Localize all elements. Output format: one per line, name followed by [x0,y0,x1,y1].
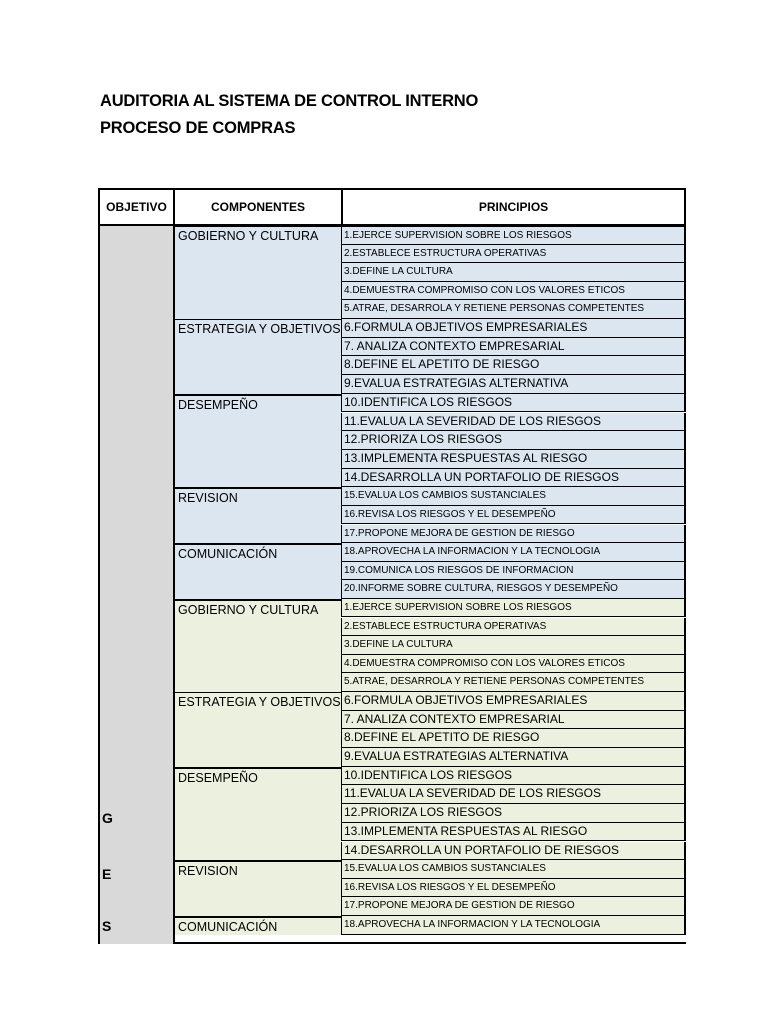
principio-row: 9.EVALUA ESTRATEGIAS ALTERNATIVA [341,748,686,767]
principio-row: 18.APROVECHA LA INFORMACION Y LA TECNOLOGIA [341,543,686,562]
table-bottom-border [173,942,686,944]
principio-row: 16.REVISA LOS RIESGOS Y EL DESEMPEÑO [341,879,686,898]
document-title: AUDITORIA AL SISTEMA DE CONTROL INTERNO [100,92,479,110]
objetivo-letter: S [102,918,112,934]
principio-row: 20.INFORME SOBRE CULTURA, RIESGOS Y DESEMPEÑO [341,580,686,599]
componente-cell: DESEMPEÑO [175,394,341,488]
principio-row: 10.IDENTIFICA LOS RIESGOS [341,767,686,786]
principio-row: 7. ANALIZA CONTEXTO EMPRESARIAL [341,338,686,357]
principio-row: 18.APROVECHA LA INFORMACION Y LA TECNOLOGIA [341,916,686,935]
principio-row: 2.ESTABLECE ESTRUCTURA OPERATIVAS [341,245,686,264]
header-principios: PRINCIPIOS [341,188,686,226]
principio-row: 12.PRIORIZA LOS RIESGOS [341,804,686,823]
principio-row: 1.EJERCE SUPERVISION SOBRE LOS RIESGOS [341,599,686,618]
principio-row: 8.DEFINE EL APETITO DE RIESGO [341,729,686,748]
principio-row: 3.DEFINE LA CULTURA [341,263,686,282]
componente-cell: COMUNICACIÓN [175,543,341,599]
principio-row: 4.DEMUESTRA COMPROMISO CON LOS VALORES ETICOS [341,282,686,301]
principio-row: 19.COMUNICA LOS RIESGOS DE INFORMACION [341,562,686,581]
principio-row: 10.IDENTIFICA LOS RIESGOS [341,394,686,413]
principio-row: 2.ESTABLECE ESTRUCTURA OPERATIVAS [341,618,686,637]
principio-row: 8.DEFINE EL APETITO DE RIESGO [341,356,686,375]
principio-row: 15.EVALUA LOS CAMBIOS SUSTANCIALES [341,487,686,506]
principio-row: 3.DEFINE LA CULTURA [341,636,686,655]
principio-row: 9.EVALUA ESTRATEGIAS ALTERNATIVA [341,375,686,394]
principio-row: 12.PRIORIZA LOS RIESGOS [341,431,686,450]
principio-row: 4.DEMUESTRA COMPROMISO CON LOS VALORES ETICOS [341,655,686,674]
principio-row: 6.FORMULA OBJETIVOS EMPRESARIALES [341,319,686,338]
principio-row: 13.IMPLEMENTA RESPUESTAS AL RIESGO [341,823,686,842]
objetivo-letter: E [102,866,112,882]
componente-cell: GOBIERNO Y CULTURA [175,599,341,692]
componente-cell: ESTRATEGIA Y OBJETIVOS [175,319,341,394]
componente-cell: REVISION [175,487,341,543]
principio-row: 17.PROPONE MEJORA DE GESTION DE RIESGO [341,897,686,916]
objetivo-column [98,226,175,944]
principio-row: 11.EVALUA LA SEVERIDAD DE LOS RIESGOS [341,785,686,804]
principio-row: 14.DESARROLLA UN PORTAFOLIO DE RIESGOS [341,469,686,488]
principio-row: 1.EJERCE SUPERVISION SOBRE LOS RIESGOS [341,226,686,245]
header-objetivo: OBJETIVO [98,188,175,226]
principio-row: 17.PROPONE MEJORA DE GESTION DE RIESGO [341,525,686,544]
principio-row: 15.EVALUA LOS CAMBIOS SUSTANCIALES [341,860,686,879]
header-componentes: COMPONENTES [173,188,343,226]
componente-cell: DESEMPEÑO [175,767,341,861]
objetivo-letter: G [102,810,113,826]
principio-row: 13.IMPLEMENTA RESPUESTAS AL RIESGO [341,450,686,469]
componente-cell: ESTRATEGIA Y OBJETIVOS [175,692,341,767]
principio-row: 14.DESARROLLA UN PORTAFOLIO DE RIESGOS [341,842,686,861]
principio-row: 7. ANALIZA CONTEXTO EMPRESARIAL [341,711,686,730]
componente-cell: REVISION [175,860,341,916]
document-subtitle: PROCESO DE COMPRAS [100,119,296,137]
componente-cell: COMUNICACIÓN [175,916,341,935]
principio-row: 5.ATRAE, DESARROLA Y RETIENE PERSONAS COMPETENTES [341,300,686,319]
componente-cell: GOBIERNO Y CULTURA [175,226,341,319]
principio-row: 6.FORMULA OBJETIVOS EMPRESARIALES [341,692,686,711]
principio-row: 11.EVALUA LA SEVERIDAD DE LOS RIESGOS [341,413,686,432]
principio-row: 5.ATRAE, DESARROLA Y RETIENE PERSONAS COMPETENTES [341,673,686,692]
principio-row: 16.REVISA LOS RIESGOS Y EL DESEMPEÑO [341,506,686,525]
